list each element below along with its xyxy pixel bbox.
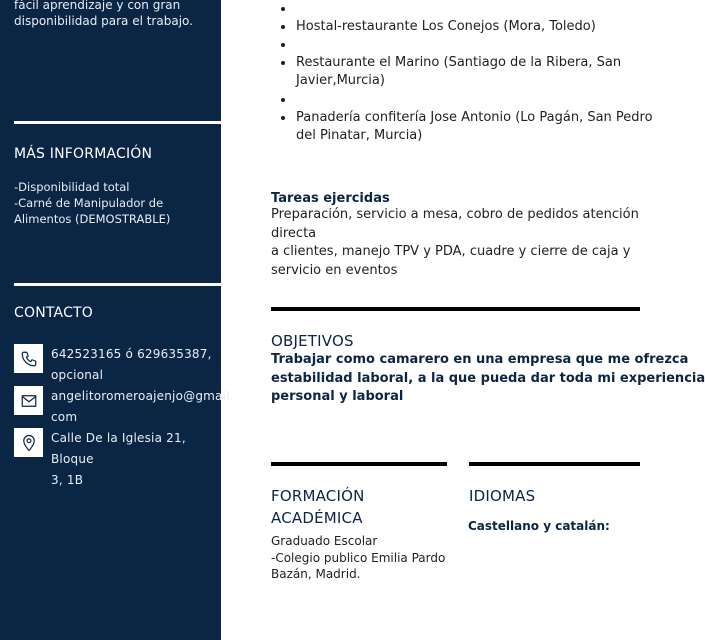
contact-line: 642523165 ó 629635387, — [51, 347, 212, 361]
list-item-text: Javier,Murcia) — [296, 73, 385, 88]
formacion-divider — [271, 462, 447, 466]
phone-text — [51, 344, 221, 386]
contact-line: Calle De la Iglesia 21, Bloque — [51, 431, 186, 466]
formacion-heading-line: FORMACIÓN — [271, 487, 365, 505]
tareas-heading: Tareas ejercidas — [271, 191, 390, 206]
idiomas-divider — [469, 462, 640, 466]
objetivos-line: estabilidad laboral, a la que pueda dar toda mi experiencia — [271, 370, 705, 386]
bullet-dot — [281, 43, 285, 47]
contact-line: angelitoromeroajenjo@gmail. — [51, 389, 234, 403]
mas-info-heading: MÁS INFORMACIÓN — [14, 146, 153, 162]
sidebar — [0, 0, 234, 640]
objetivos-heading: OBJETIVOS — [271, 332, 354, 350]
mas-info-line: -Carné de Manipulador de — [14, 196, 164, 210]
objetivos-line: personal y laboral — [271, 389, 404, 404]
tareas-line: servicio en eventos — [271, 262, 398, 278]
list-item — [271, 109, 653, 145]
email-text — [51, 386, 234, 428]
contact-line: com — [51, 410, 78, 424]
address-text — [51, 428, 221, 491]
location-pin-icon — [14, 428, 43, 457]
formacion-heading-line: ACADÉMICA — [271, 509, 363, 527]
phone-icon — [14, 344, 43, 373]
intro-line: disponibilidad para el trabajo. — [14, 14, 193, 28]
bullet-dot — [281, 25, 285, 29]
list-item-text: Restaurante el Marino (Santiago de la Ribera, San — [296, 55, 622, 70]
formacion-heading — [271, 485, 365, 529]
mas-info-line: -Disponibilidad total — [14, 180, 130, 194]
intro-line: fácil aprendizaje y con gran — [14, 0, 181, 12]
mas-info-line: Alimentos (DEMOSTRABLE) — [14, 212, 171, 226]
bullet-dot — [281, 7, 285, 11]
formacion-line: -Colegio publico Emilia Pardo — [271, 550, 446, 565]
contact-line: 3, 1B — [51, 473, 84, 487]
list-item-text: del Pinatar, Murcia) — [296, 128, 423, 143]
idiomas-text: Castellano y catalán: — [468, 519, 610, 533]
sidebar-divider — [14, 283, 221, 286]
list-item-text: Panadería confitería Jose Antonio (Lo Pagán, San Pedro — [296, 110, 653, 125]
formacion-line: Graduado Escolar — [271, 534, 378, 548]
contact-line: opcional — [51, 368, 104, 382]
formacion-text — [271, 533, 451, 583]
tareas-line: a clientes, manejo TPV y PDA, cuadre y cierre de caja y — [271, 244, 631, 259]
objetivos-line: Trabajar como camarero en una empresa que me ofrezca — [271, 352, 689, 367]
section-divider — [271, 307, 640, 311]
tareas-text — [271, 206, 661, 280]
bullet-dot — [281, 61, 285, 65]
bullet-dot — [281, 116, 285, 120]
tareas-line: Preparación, servicio a mesa, cobro de pedidos atención — [271, 207, 639, 222]
formacion-line: Bazán, Madrid. — [271, 567, 361, 581]
tareas-line: directa — [271, 225, 317, 241]
list-item — [271, 54, 641, 90]
profile-text-end — [14, 0, 214, 29]
list-item — [271, 18, 641, 36]
bullet-dot — [281, 98, 285, 102]
main-column — [221, 0, 705, 640]
sidebar-divider — [14, 121, 221, 124]
idiomas-heading: IDIOMAS — [469, 487, 536, 505]
contacto-heading: CONTACTO — [14, 305, 94, 321]
mas-info-text — [14, 179, 214, 227]
objetivos-text — [271, 351, 705, 407]
mail-icon — [14, 386, 43, 415]
list-item-text: Hostal-restaurante Los Conejos (Mora, Toledo) — [296, 19, 596, 34]
